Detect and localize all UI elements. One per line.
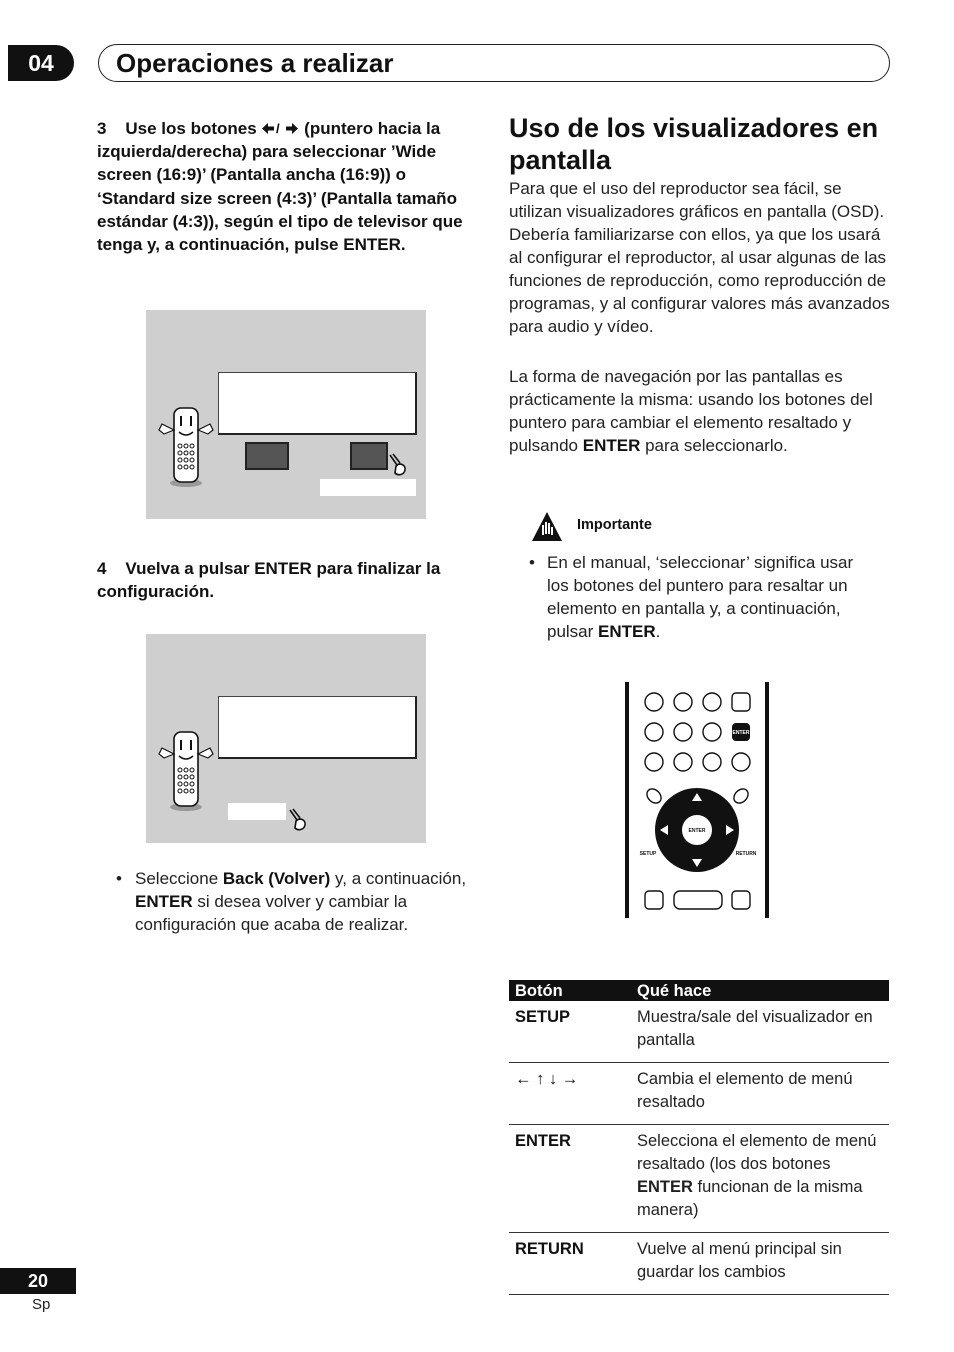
navigation-paragraph (509, 365, 891, 457)
table-cell-key-arrows: ← ↑ ↓ → (509, 1063, 631, 1125)
chapter-title: Operaciones a realizar (116, 48, 394, 78)
desc-bold-enter: ENTER (637, 1178, 693, 1196)
remote-mascot-icon (156, 406, 216, 493)
bullet-text: y, a continuación, (330, 869, 467, 888)
bullet-text: si desea volver y cambiar la configuración que acaba de realizar. (135, 892, 409, 934)
remote-control-illustration (622, 680, 772, 920)
step-3-number: 3 (97, 119, 107, 138)
desc-text: Selecciona el elemento de menú resaltado (los dos botones (637, 1132, 877, 1173)
step-4-number: 4 (97, 559, 107, 578)
table-header-button: Botón (509, 980, 631, 1001)
page-number: 20 (0, 1268, 76, 1294)
step-3-text-b: (puntero hacia la izquierda/derecha) para seleccionar ’Wide screen (16:9)’ (Pantalla ancha (16:9)) o ‘Standard size screen (4:3)’ (Pantalla tamaño estándar (4:3)), según el tipo de televisor que tenga y, a continuación, pulse ENTER. (97, 119, 463, 255)
step-4 (97, 557, 482, 603)
table-row (509, 1233, 889, 1295)
osd-back-option (228, 803, 286, 820)
table-cell-key: ENTER (509, 1125, 631, 1233)
table-cell-key: SETUP (509, 1001, 631, 1063)
note-text: En el manual, ‘seleccionar’ significa usar los botones del puntero para resaltar un elemento en pantalla y, a continuación, pulsar (547, 553, 854, 641)
remote-setup-label: SETUP (639, 851, 657, 857)
intro-paragraph: Para que el uso del reproductor sea fácil, se utilizan visualizadores gráficos en pantalla (OSD). Debería familiarizarse con ellos, ya que los usará al configurar el reproductor, al usar algunas de las funciones de reproducción, como reproducción de programas, y al configurar valores más avanzados para audio y vídeo. (509, 179, 890, 336)
button-function-table (509, 980, 889, 1295)
table-cell-key: RETURN (509, 1233, 631, 1295)
remote-dpad-enter-label: ENTER (688, 828, 706, 834)
table-cell-desc: Cambia el elemento de menú resaltado (631, 1063, 889, 1125)
wide-screen-thumbnail (245, 442, 289, 470)
step-3-text-a: Use los botones (125, 119, 257, 138)
paragraph-text: para seleccionarlo. (640, 436, 788, 455)
remote-return-label: RETURN (735, 851, 757, 857)
important-hand-icon (530, 510, 564, 549)
bullet-text: Seleccione (135, 869, 223, 888)
page-language: Sp (32, 1296, 51, 1313)
paragraph-text: La forma de navegación por las pantallas es prácticamente la misma: usando los botones del puntero para cambiar el elemento resaltado y pulsando (509, 367, 873, 455)
step-3 (97, 117, 482, 256)
bullet-dot: • (529, 553, 535, 572)
important-note (547, 551, 877, 643)
section-heading: Uso de los visualizadores en pantalla (509, 113, 879, 175)
table-cell-desc (631, 1125, 889, 1233)
osd-dialog-box (218, 696, 417, 759)
chapter-number: 04 (28, 49, 54, 76)
remote-mascot-icon (156, 730, 216, 817)
svg-text:/: / (276, 122, 281, 135)
table-cell-desc: Muestra/sale del visualizador en pantalla (631, 1001, 889, 1063)
note-text: . (655, 622, 661, 641)
hand-pointer-icon (386, 453, 410, 482)
paragraph-bold-enter: ENTER (582, 436, 641, 455)
bullet-back-volver (135, 867, 475, 936)
table-header-function: Qué hace (631, 980, 889, 1001)
bullet-bold-back: Back (Volver) (222, 869, 331, 888)
chapter-number-badge (8, 45, 74, 81)
arrow-left-right-icon (261, 119, 304, 138)
bullet-bold-enter: ENTER (135, 892, 193, 911)
osd-screen-finish (146, 634, 426, 843)
table-row (509, 1001, 889, 1063)
step-4-text: Vuelva a pulsar ENTER para finalizar la configuración. (97, 559, 441, 602)
standard-screen-thumbnail (350, 442, 388, 470)
table-row (509, 1063, 889, 1125)
desc-text: funcionan de la misma manera) (637, 1178, 863, 1219)
table-header-row (509, 980, 889, 1001)
note-bold-enter: ENTER (598, 622, 656, 641)
remote-enter-label: ENTER (732, 730, 750, 736)
osd-dialog-box (218, 372, 417, 435)
important-label: Importante (577, 517, 652, 533)
table-cell-desc: Vuelve al menú principal sin guardar los cambios (631, 1233, 889, 1295)
osd-screen-aspect-ratio (146, 310, 426, 519)
hand-pointer-icon (286, 808, 310, 837)
bullet-dot: • (116, 869, 122, 888)
table-row (509, 1125, 889, 1233)
